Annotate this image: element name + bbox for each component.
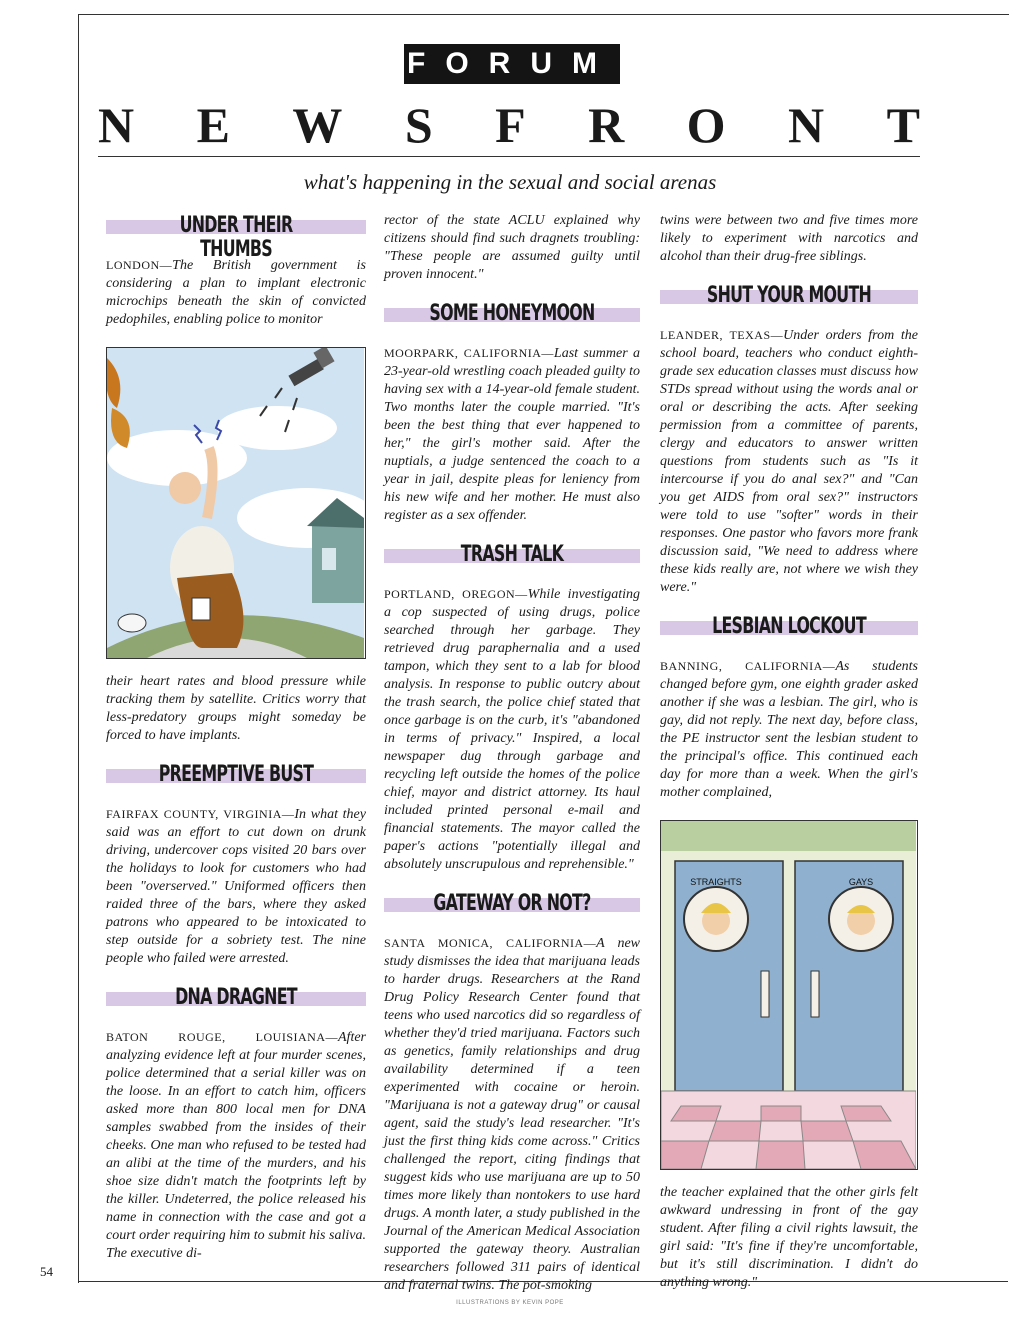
column-3 — [660, 212, 918, 1310]
article-text: their heart rates and blood pressure while tracking them by satellite. Critics worry that less-predatory groups might someday be forced to have implants. — [106, 674, 366, 743]
dateline: BATON ROUGE, LOUISIANA— — [106, 1030, 338, 1044]
article-text: PORTLAND, OREGON—While investigating a cop suspected of using drugs, police searched through her garbage. They retrieved drug paraphernalia and a used tampon, which they sent to a lab for blood analysis. In response to public outcry about the trash search, the police chief stated that once garbage is on the curb, it's "abandoned in terms of privacy." Inspired, a local newspaper dug through garbage and recycling left outside the homes of the police chief, mayor and district attorney. Its haul included printed personal e-mail and financial statements. The mayor called the paper's actions "potentially illegal and absolutely unscrupulous and reprehensible." — [384, 587, 641, 872]
headline-dna-dragnet: DNA DRAGNET — [106, 986, 366, 1010]
title-letter: R — [588, 97, 625, 153]
headline-trash-talk: TRASH TALK — [384, 543, 640, 567]
man-tracked-by-satellite-illustration — [107, 348, 364, 658]
title-letter: N — [98, 97, 135, 153]
article-text: BATON ROUGE, LOUISIANA—After analyzing evidence left at four murder scenes, police determined that a serial killer was on the loose. In an effort to catch him, officers asked more than 800 local men for DNA samples swabbed from the insides of their cheeks. One man who refused to be tested had an alibi at the time of the murders, and his shoe size didn't match the footprints left by the killer. Undeterred, the police released his name in connection with the case and got a court order requiring him to submit his saliva. The executive di- — [106, 1030, 366, 1261]
satellite-illustration — [106, 347, 366, 659]
headline-some-honeymoon: SOME HONEYMOON — [384, 302, 640, 326]
newsfront-title — [98, 96, 920, 154]
article-text: BANNING, CALIFORNIA—As students changed before gym, one eighth grader asked another if she was a lesbian. The girl, who is gay, did not reply. The next day, before class, the PE instructor sent the lesbian student to the principal's office. This continued each day for more than a week. When the girl's mother complained, — [660, 659, 919, 800]
dateline: MOORPARK, CALIFORNIA— — [384, 346, 554, 360]
dateline: FAIRFAX COUNTY, VIRGINIA— — [106, 807, 295, 821]
forum-label: FORUM — [404, 44, 620, 84]
locker-doors-illustration — [660, 820, 918, 1170]
article-text: MOORPARK, CALIFORNIA—Last summer a 23-year-old wrestling coach pleaded guilty to having sex with a 14-year-old female student. Two months later the couple married. "It's been the best thing that ever happened to her," the girl's mother said. After the nuptials, a judge sentenced the coach to a year in jail, despite pleas for leniency from his new wife and her mother. He must also register as a sex offender. — [384, 346, 640, 523]
headline-gateway-or-not: GATEWAY OR NOT? — [384, 892, 640, 916]
page-number: 54 — [40, 1264, 53, 1279]
title-letter: T — [886, 97, 920, 153]
dateline: SANTA MONICA, CALIFORNIA— — [384, 936, 597, 950]
dateline: PORTLAND, OREGON— — [384, 587, 528, 601]
column-2 — [384, 212, 640, 1313]
title-letter: O — [686, 97, 726, 153]
title-rule — [98, 156, 920, 157]
headline-shut-your-mouth: SHUT YOUR MOUTH — [660, 284, 918, 308]
article-text: FAIRFAX COUNTY, VIRGINIA—In what they said was an effort to cut down on drunk driving, undercover cops visited 20 bars over the holidays to look for customers who had been "overserved." Uniformed officers then raided three of the bars, where they asked patrons who appeared to be intoxicated to step outside for a sobriety test. The nine people who failed were arrested. — [106, 807, 366, 966]
column-1 — [106, 212, 366, 1281]
gays-sign: GAYS — [848, 877, 874, 887]
dateline: BANNING, CALIFORNIA— — [660, 659, 836, 673]
headline-preemptive-bust: PREEMPTIVE BUST — [106, 763, 366, 787]
locker-room-doors-illustration — [661, 821, 916, 1169]
headline-under-their-thumbs: UNDER THEIR THUMBS — [106, 214, 366, 238]
article-text: LEANDER, TEXAS—Under orders from the school board, teachers who conduct eighth-grade sex education classes must discuss how STDs spread without using the words anal or oral or describing the acts. After seeking permission from a committee of parents, clergy and educators to answer written questions from students such as "Is it intercourse if you do anal sex?" and "Can you get AIDS from oral sex?" instructors were told to use "softer" words in their responses. One pastor who favors more frank discussion said, "We need to address where these kids really are, not where we wish they were." — [660, 328, 918, 595]
tagline: what's happening in the sexual and social arenas — [303, 170, 717, 194]
title-letter: W — [292, 97, 343, 153]
article-text: the teacher explained that the other girls felt awkward undressing in front of the gay student. After filing a civil rights lawsuit, the girl said: "It's fine if they're uncomfortable, but it's still discrimination. I didn't do anything wrong." — [660, 1185, 918, 1290]
headline-lesbian-lockout: LESBIAN LOCKOUT — [660, 615, 918, 639]
title-letter: N — [788, 97, 825, 153]
article-text-continued: twins were between two and five times more likely to experiment with narcotics and alcohol than their drug-free siblings. — [660, 213, 918, 264]
title-letter: F — [495, 97, 526, 153]
illustration-credit: ILLUSTRATIONS BY KEVIN POPE — [456, 1300, 564, 1306]
dateline: LONDON— — [106, 258, 173, 272]
article-text: LONDON—The British government is considering a plan to implant electronic microchips beneath the skin of convicted pedophiles, enabling police to monitor — [106, 258, 366, 327]
article-text: SANTA MONICA, CALIFORNIA—A new study dismisses the idea that marijuana leads to harder drugs. Researchers at the Rand Drug Policy Research Center found that teens who used narcotics did so regardless of whether they'd tried marijuana. Factors such as genetics, family relationships and drug availability determined if a teen experimented with cocaine or heroin. "Marijuana is not a gateway drug" or causal agent, said the study's lead researcher. "It's just the first thing kids come across." Critics challenged the report, citing findings that suggest kids who use marijuana are up to 50 times more likely than nontokers to use hard drugs. A month later, a study published in the Journal of the American Medical Association supported the gateway theory. Australian researchers followed 311 pairs of identical and fraternal twins. The pot-smoking — [384, 936, 640, 1293]
dateline: LEANDER, TEXAS— — [660, 328, 784, 342]
article-text-continued: rector of the state ACLU explained why citizens should find such dragnets troubling: "These people are assumed guilty until proven innocent." — [384, 213, 640, 282]
straights-sign: STRAIGHTS — [690, 877, 742, 887]
title-letter: S — [404, 97, 433, 153]
title-letter: E — [196, 97, 230, 153]
